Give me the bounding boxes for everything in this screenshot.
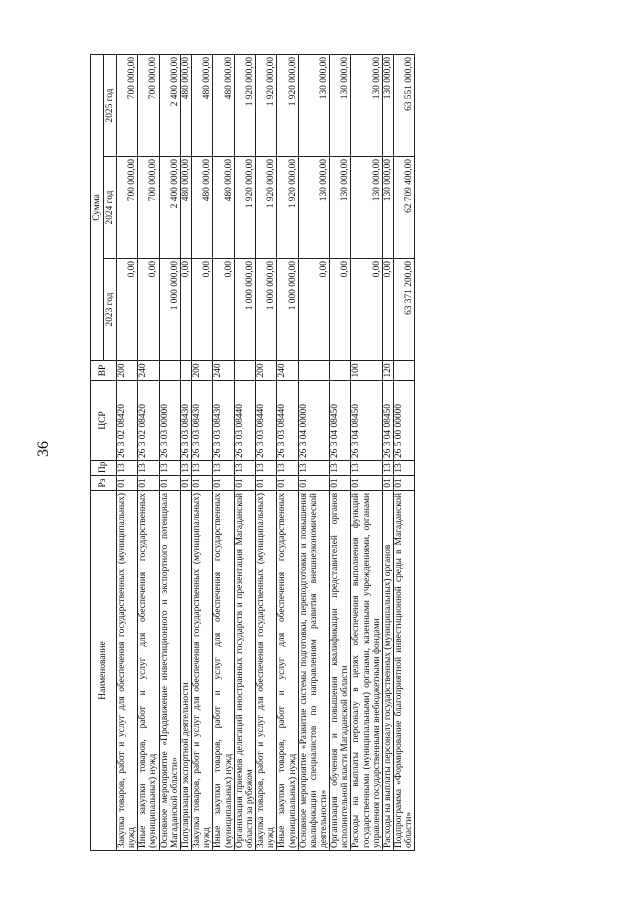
cell-rz: 01 <box>382 476 393 491</box>
header-rz: Рз <box>91 476 117 491</box>
cell-rz: 01 <box>351 476 382 491</box>
cell-y2024: 130 000,00 <box>298 157 329 259</box>
cell-y2023: 1 000 000,00 <box>159 259 180 361</box>
cell-name: Популяризация экспортной деятельности <box>180 491 191 851</box>
table-body <box>117 55 415 851</box>
cell-csr: 26 3 03 08440 <box>234 381 255 461</box>
cell-pr: 13 <box>394 461 415 476</box>
cell-y2024: 480 000,00 <box>213 157 234 259</box>
cell-y2023: 0,00 <box>117 259 138 361</box>
cell-pr: 13 <box>234 461 255 476</box>
cell-y2023: 0,00 <box>138 259 159 361</box>
cell-name: Основное мероприятие «Продвижение инвестиционного и экспортного потенциала Магаданской области» <box>159 491 180 851</box>
cell-y2025: 700 000,00 <box>138 55 159 157</box>
cell-csr: 26 3 04 08450 <box>330 381 351 461</box>
cell-vr: 200 <box>117 361 138 381</box>
cell-y2025: 130 000,00 <box>351 55 382 157</box>
cell-y2024: 480 000,00 <box>192 157 213 259</box>
cell-csr: 26 3 03 08430 <box>180 381 191 461</box>
cell-y2024: 2 400 000,00 <box>159 157 180 259</box>
cell-name: Закупка товаров, работ и услуг для обеспечения государственных (муниципальных) нужд <box>192 491 213 851</box>
table-row <box>117 55 138 851</box>
cell-csr: 26 3 03 08440 <box>277 381 298 461</box>
cell-csr: 26 5 00 00000 <box>394 381 415 461</box>
cell-name: Организация приемов делегаций иностранных государств и презентация Магаданской области за рубежом <box>234 491 255 851</box>
header-2025: 2025 год <box>104 55 117 157</box>
header-2024: 2024 год <box>104 157 117 259</box>
cell-pr: 13 <box>117 461 138 476</box>
cell-y2023: 0,00 <box>213 259 234 361</box>
cell-y2024: 1 920 000,00 <box>277 157 298 259</box>
table-row <box>330 55 351 851</box>
cell-vr: 240 <box>138 361 159 381</box>
header-sum: Сумма <box>91 55 104 361</box>
cell-name: Иные закупки товаров, работ и услуг для обеспечения государственных (муниципальных) нужд <box>277 491 298 851</box>
cell-y2024: 130 000,00 <box>382 157 393 259</box>
cell-name: Иные закупки товаров, работ и услуг для обеспечения государственных (муниципальных) нужд <box>213 491 234 851</box>
cell-y2024: 1 920 000,00 <box>256 157 277 259</box>
cell-pr: 13 <box>180 461 191 476</box>
table-row <box>180 55 191 851</box>
cell-csr: 26 3 03 08430 <box>213 381 234 461</box>
table-row <box>382 55 393 851</box>
table-row <box>394 55 415 851</box>
cell-vr <box>330 361 351 381</box>
cell-pr: 13 <box>351 461 382 476</box>
cell-rz: 01 <box>117 476 138 491</box>
cell-y2025: 63 551 000,00 <box>394 55 415 157</box>
table-header <box>91 55 117 851</box>
cell-y2024: 130 000,00 <box>351 157 382 259</box>
header-vr: ВР <box>91 361 117 381</box>
cell-y2025: 1 920 000,00 <box>234 55 255 157</box>
cell-y2024: 1 920 000,00 <box>234 157 255 259</box>
table-row <box>159 55 180 851</box>
cell-y2025: 130 000,00 <box>298 55 329 157</box>
cell-y2023: 1 000 000,00 <box>234 259 255 361</box>
cell-y2025: 2 400 000,00 <box>159 55 180 157</box>
cell-y2023: 0,00 <box>382 259 393 361</box>
cell-y2024: 700 000,00 <box>138 157 159 259</box>
cell-rz: 01 <box>192 476 213 491</box>
cell-y2024: 700 000,00 <box>117 157 138 259</box>
cell-csr: 26 3 03 08430 <box>192 381 213 461</box>
cell-pr: 13 <box>138 461 159 476</box>
cell-vr: 200 <box>192 361 213 381</box>
cell-rz: 01 <box>277 476 298 491</box>
table-row <box>192 55 213 851</box>
cell-csr: 26 3 03 00000 <box>159 381 180 461</box>
cell-pr: 13 <box>256 461 277 476</box>
cell-vr <box>159 361 180 381</box>
table-row <box>138 55 159 851</box>
table-row <box>277 55 298 851</box>
cell-name: Закупка товаров, работ и услуг для обеспечения государственных (муниципальных) нужд <box>117 491 138 851</box>
budget-table <box>90 54 415 851</box>
cell-csr: 26 3 04 08450 <box>351 381 382 461</box>
page-number: 36 <box>35 441 52 457</box>
cell-rz: 01 <box>330 476 351 491</box>
cell-y2025: 480 000,00 <box>213 55 234 157</box>
cell-pr: 13 <box>159 461 180 476</box>
cell-vr: 240 <box>213 361 234 381</box>
cell-y2025: 130 000,00 <box>382 55 393 157</box>
cell-name: Закупка товаров, работ и услуг для обеспечения государственных (муниципальных) нужд <box>256 491 277 851</box>
cell-y2023: 0,00 <box>298 259 329 361</box>
cell-pr: 13 <box>192 461 213 476</box>
cell-rz: 01 <box>394 476 415 491</box>
cell-y2024: 62 709 400,00 <box>394 157 415 259</box>
cell-csr: 26 3 03 08440 <box>256 381 277 461</box>
cell-csr: 26 3 02 08420 <box>117 381 138 461</box>
cell-name: Основное мероприятие «Развитие системы подготовки, переподготовки и повышения квалификации специалистов по направлениям развития внешнеэкономической деятельности» <box>298 491 329 851</box>
cell-vr <box>298 361 329 381</box>
cell-pr: 13 <box>277 461 298 476</box>
cell-rz: 01 <box>159 476 180 491</box>
cell-y2023: 1 000 000,00 <box>277 259 298 361</box>
table-row <box>234 55 255 851</box>
table-row <box>256 55 277 851</box>
rotated-page-content <box>90 55 615 851</box>
cell-y2025: 480 000,00 <box>180 55 191 157</box>
cell-y2023: 0,00 <box>180 259 191 361</box>
cell-vr <box>180 361 191 381</box>
cell-vr: 100 <box>351 361 382 381</box>
cell-pr: 13 <box>330 461 351 476</box>
cell-y2023: 63 371 200,00 <box>394 259 415 361</box>
cell-y2023: 0,00 <box>330 259 351 361</box>
cell-csr: 26 3 04 00000 <box>298 381 329 461</box>
cell-pr: 13 <box>298 461 329 476</box>
cell-vr: 240 <box>277 361 298 381</box>
cell-y2023: 0,00 <box>351 259 382 361</box>
cell-csr: 26 3 02 08420 <box>138 381 159 461</box>
cell-vr: 200 <box>256 361 277 381</box>
cell-rz: 01 <box>256 476 277 491</box>
cell-pr: 13 <box>213 461 234 476</box>
cell-y2025: 700 000,00 <box>117 55 138 157</box>
cell-rz: 01 <box>180 476 191 491</box>
cell-rz: 01 <box>138 476 159 491</box>
header-pr: Пр <box>91 461 117 476</box>
header-name: Наименование <box>91 491 117 851</box>
cell-y2025: 1 920 000,00 <box>256 55 277 157</box>
cell-pr: 13 <box>382 461 393 476</box>
cell-vr <box>394 361 415 381</box>
cell-name: Иные закупки товаров, работ и услуг для обеспечения государственных (муниципальных) нужд <box>138 491 159 851</box>
cell-rz: 01 <box>234 476 255 491</box>
cell-vr: 120 <box>382 361 393 381</box>
cell-y2024: 130 000,00 <box>330 157 351 259</box>
cell-name: Расходы на выплаты персоналу государственных (муниципальных) органов <box>382 491 393 851</box>
cell-y2025: 1 920 000,00 <box>277 55 298 157</box>
cell-y2023: 1 000 000,00 <box>256 259 277 361</box>
cell-y2024: 480 000,00 <box>180 157 191 259</box>
cell-name: Расходы на выплаты персоналу в целях обеспечения выполнения функций государственными (муниципальными) органами, казенными учреждениями, органами управления государственными внебюджетными фондами <box>351 491 382 851</box>
header-csr: ЦСР <box>91 381 117 461</box>
table-row <box>298 55 329 851</box>
cell-rz: 01 <box>213 476 234 491</box>
cell-y2025: 130 000,00 <box>330 55 351 157</box>
cell-name: Подпрограмма «Формирование благоприятной инвестиционной среды в Магаданской области» <box>394 491 415 851</box>
cell-rz: 01 <box>298 476 329 491</box>
cell-csr: 26 3 04 08450 <box>382 381 393 461</box>
table-row <box>213 55 234 851</box>
cell-y2025: 480 000,00 <box>192 55 213 157</box>
cell-name: Организация обучения и повышения квалификации представителей органов исполнительной власти Магаданской области <box>330 491 351 851</box>
table-row <box>351 55 382 851</box>
cell-vr <box>234 361 255 381</box>
header-2023: 2023 год <box>104 259 117 361</box>
cell-y2023: 0,00 <box>192 259 213 361</box>
